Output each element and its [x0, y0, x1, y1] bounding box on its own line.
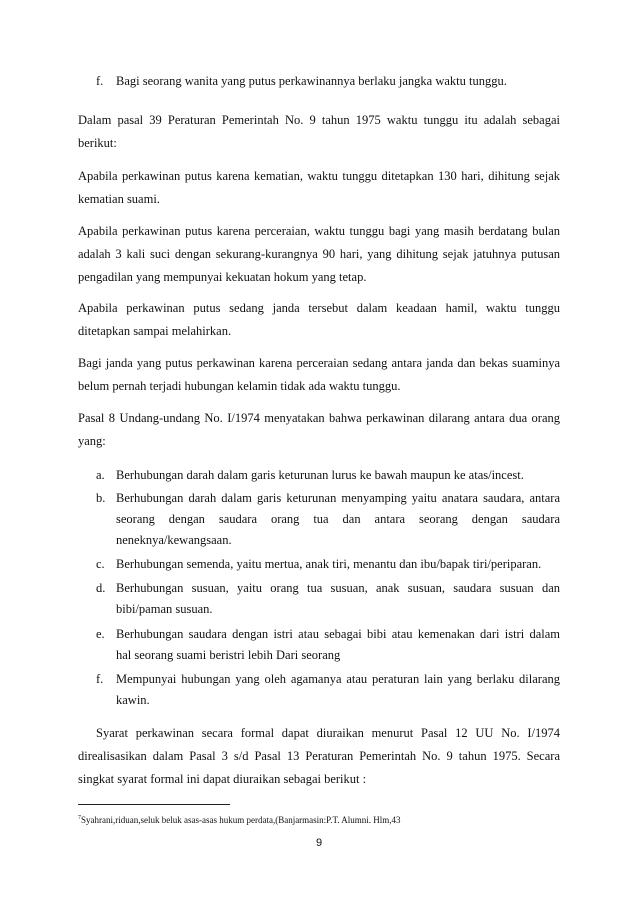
list-item-text: Berhubungan saudara dengan istri atau sebagai bibi atau kemenakan dari istri dalam [116, 627, 560, 641]
paragraph-line: belum pernah terjadi hubungan kelamin tidak ada waktu tunggu. [78, 379, 401, 393]
list-item-text: seorang dengan saudara orang tua dan antara seorang dengan saudara [116, 512, 560, 526]
list-marker: c. [96, 557, 105, 571]
list-item-text: Berhubungan darah dalam garis keturunan menyamping yaitu anatara saudara, antara [116, 491, 560, 505]
list-marker: b. [96, 491, 106, 505]
list-item-text: hal seorang suami beristri lebih Dari seorang [116, 648, 341, 662]
footnote-text: Syahrani,riduan,seluk beluk asas-asas hukum perdata,(Banjarmasin:P.T. Alumni. Hlm,43 [81, 815, 401, 825]
list-item-text: Berhubungan semenda, yaitu mertua, anak tiri, menantu dan ibu/bapak tiri/periparan. [116, 557, 542, 571]
list-marker: a. [96, 468, 105, 482]
paragraph-line: ditetapkan sampai melahirkan. [78, 324, 232, 338]
paragraph-line: singkat syarat formal ini dapat diuraikan sebagai berikut : [78, 772, 367, 786]
paragraph-line: Pasal 8 Undang-undang No. I/1974 menyatakan bahwa perkawinan dilarang antara dua orang [78, 411, 560, 425]
footnote-mark: 7 [78, 815, 81, 821]
paragraph-line: berikut: [78, 136, 117, 150]
paragraph-line: kematian suami. [78, 192, 160, 206]
list-item-text: neneknya/kewangsaan. [116, 533, 232, 547]
paragraph-line: yang: [78, 434, 106, 448]
page-number: 9 [315, 837, 323, 849]
paragraph-line: Apabila perkawinan putus sedang janda tersebut dalam keadaan hamil, waktu tunggu [78, 301, 560, 315]
paragraph-line: Apabila perkawinan putus karena perceraian, waktu tunggu bagi yang masih berdatang bulan [78, 224, 560, 238]
list-marker: e. [96, 627, 105, 641]
footnote [78, 812, 401, 826]
list-item-text: Berhubungan darah dalam garis keturunan lurus ke bawah maupun ke atas/incest. [116, 468, 524, 482]
list-item-text: bibi/paman susuan. [116, 602, 213, 616]
list-item-text: Berhubungan susuan, yaitu orang tua susuan, anak susuan, saudara susuan dan [116, 581, 560, 595]
list-marker: f. [96, 672, 104, 686]
paragraph-line: Apabila perkawinan putus karena kematian, waktu tunggu ditetapkan 130 hari, dihitung sejak [78, 169, 560, 183]
paragraph-line: Dalam pasal 39 Peraturan Pemerintah No. 9 tahun 1975 waktu tunggu itu adalah sebagai [78, 113, 560, 127]
paragraph-line: direalisasikan dalam Pasal 3 s/d Pasal 13 Peraturan Pemerintah No. 9 tahun 1975. Secara [78, 749, 560, 763]
list-marker: f. [96, 74, 104, 88]
list-item-text: kawin. [116, 693, 150, 707]
list-item-text: Mempunyai hubungan yang oleh agamanya atau peraturan lain yang berlaku dilarang [116, 672, 560, 686]
paragraph-line: Bagi janda yang putus perkawinan karena perceraian sedang antara janda dan bekas suaminya [78, 356, 560, 370]
paragraph-line: Syarat perkawinan secara formal dapat diuraikan menurut Pasal 12 UU No. I/1974 [96, 726, 560, 740]
list-marker: d. [96, 581, 106, 595]
paragraph-line: adalah 3 kali suci dengan sekurang-kurangnya 90 hari, yang dihitung sejak jatuhnya putusan [78, 247, 560, 261]
footnote-divider [78, 804, 230, 805]
list-item-text: Bagi seorang wanita yang putus perkawinannya berlaku jangka waktu tunggu. [116, 74, 507, 88]
paragraph-line: pengadilan yang mempunyai kekuatan hokum yang tetap. [78, 270, 367, 284]
